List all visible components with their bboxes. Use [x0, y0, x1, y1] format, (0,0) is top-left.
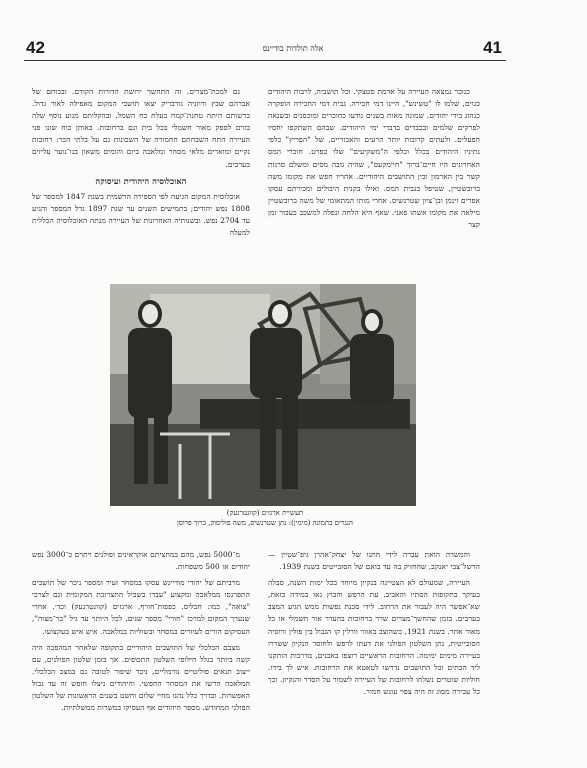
column-top-right [268, 86, 480, 272]
paragraph: מרביתם של יהודי מודיינש עסקו במסחר זעיר ומספר ניכר של תושבים התפרנסו ממלאכה ומקצוע "עבדו בשביל התצרוכת המקומית וגם לצרכי "צואה", כמו: חבליס. כפפות־חורף, ארגזים (קוונטרנעק) וכד׳. אחרי שנערך המקום למרכז "חורי" מספר שנים, לכל היותר עד גיל "בר־מצוה", העסיקום הורים לעוזרים במסחר ובשוליות במלאכה. איש איש בעקצועו. [32, 578, 250, 636]
column-bottom-left [32, 549, 250, 759]
paragraph: והמשרה הואת עברה לידי חתנו של יצחק־אהרן גיפ־שטיין — הרשל־צבי יאנקב, שהחזיק בה עד בואם של הסובייטים בשנת 1939. [268, 550, 480, 572]
page-number-left: 42 [26, 38, 45, 57]
paragraph: אוכלוסית המקום הגיעה לפי הספירה הרשמית בשנת 1847 למספר של 1808 נפש יהודים; בתמישים השנים עד שנת 1897 גדל המספר והגיע עד 2704 נפש. ובשנותיה האחרונות של העיירה מנתה האוכלוסיה הכללית למעלה [32, 191, 250, 238]
header-rule [24, 60, 506, 61]
paragraph: העיירה, שמעולם לא הצטיינה בנקיון מיוחד בכל ימות השנה, סבלה בעיקר בתקופות הסתיו והאביב. עת הרפש והבוץ גאו במידה כזאת, שא־אפשר היה לעבור את הרחוב. לידי סכנת נפשות ממש הגיע המצב בערבים. בזמן שהחשך־מצרים שרר ברחובות בהעדר אור חשמלי או כל מאור אחר. בשנת 1921, כשהוצב באזור וורלין קו הגבול בין פולין ורוסיה הסובייטית, נתן השלטון הפולני את דעתו לרפש ולחוסר הנקיון ששררו בעיירה מימים ימימה. הרחובות הראשיים רוצפו באבנים, מדרכות הותקנו ליד הבתים וכל התושבים נדרשו לטאטא את הרחובות. איש לך בידו. חוליות שוטרים נשלחו לרחובות של העיירה לשמור על הסדר והנקיון. וכך כל עבירה מסוג זה היה צפוי עונש חמור. [268, 578, 480, 697]
photo-illustration [110, 284, 416, 506]
paragraph: גם למכת־מצרים. זה התחשך ירושת הדורות הקודם. ובכוחם של אברהם שבץ ורוזניה גורבריק יצאו תושבי המקום מאפילה לאור גדול. ברשותם היתה טחנת־קמח בעלת כח השמל, ובהקלותם מגוע נוסף שלה בזרם לספק מאור חשמלי בכל בית וגם ברחובות. באותן כוח שונו פני העיירה התח השבחתם החמורה של השכונות גם על בלתי הכר: רחובות נקיים ומוארים מלאי מסחר ומלאכה ביום והומים משאון בנו־נוער עליזים בערבים. [32, 87, 250, 169]
photo-caption [120, 508, 410, 528]
paragraph: כנוכר נמצאה העיירה על אדמת סטצקי. וכל תושביה, לרבות היהודים כגוים, שלמו לו "טשינש", היינו דמי חכירה. גבית דמי החכירה הופקרה כנהוג בידי יהודים. שמונה מאות בשנים נודעו כחוכרים ומוכסנים ובשנאה לפרקים שלמים ובכבדים בדברי ימי היהודים. שבהם השתקפו יחסיו הפעלים. ולעתים קרובות יותר הרעים והאכזריים, של "הפריץ" כלפי נתיניו היהודים בכלל וכלפי ה"משקיעים" שלו בפרט. חוכרי המס האחרונים היו חיים־ברוך "חיימקעס", שהיה גובה מסים ומשלם סרנות קשר בין הארמון ובין התושבים היהודיים. אחריו חפש את מקומו משה ברובשטיין, שטיפל בגבית המס. ואילו בקנית היבולים ומכירתם עסקו אפרים זינמן ובן־ציון שטרנשיס. אחרי מותו המתאומי של משה ברובשטיין מילאה את מקומו אשתו פאני. שאף היא הלחה ונפלה למשכב כעבור זמן קצר [268, 87, 480, 230]
paragraph: מ־5000 נפש, מהם במחציתם אוקראינים ופולנים ויתרם כ־3000 נפש יהודים או 500 משפחות. [32, 550, 250, 572]
running-title: אלה תולדות בודיינס [262, 44, 324, 53]
caption-line-2: הנגרים בתמונה (מימין): נתן שטרנשיס, משה פוליסוק, ברוך פרוסן [177, 519, 353, 527]
paragraph: מצבם הכלכלי של התושבים היהודיים בתקופה שלאחר המהפכה היה קשה ביותר בגלל חילופי השלטון התכופים. אך בזמן שלטון הפולנים, עם ייצוב תנאים פוליטיים נורמליים, ניכר שיפור לטובה גם במצב הכלכלי. המלאכה הרשו את המסחר החפשי. והיהודים ניצלו חופש זה עד גבול האפשרות. ובדרך כלל נהנו מחיי שלום וחשט בשנים הראשונות של השלטון הפולני המחודש. מספר היהודים אף העסיקו במשרות ממשלתיות. [32, 642, 250, 713]
page-number-right: 41 [483, 38, 502, 57]
section-heading: האוכלוסיה היהודית ועיסוקה [95, 175, 187, 186]
column-bottom-right [268, 549, 480, 759]
photograph-carpenters [110, 284, 416, 506]
caption-line-1: תעשיית ארגזים (קוונטרנעק) [226, 509, 304, 517]
column-top-left [32, 86, 250, 282]
